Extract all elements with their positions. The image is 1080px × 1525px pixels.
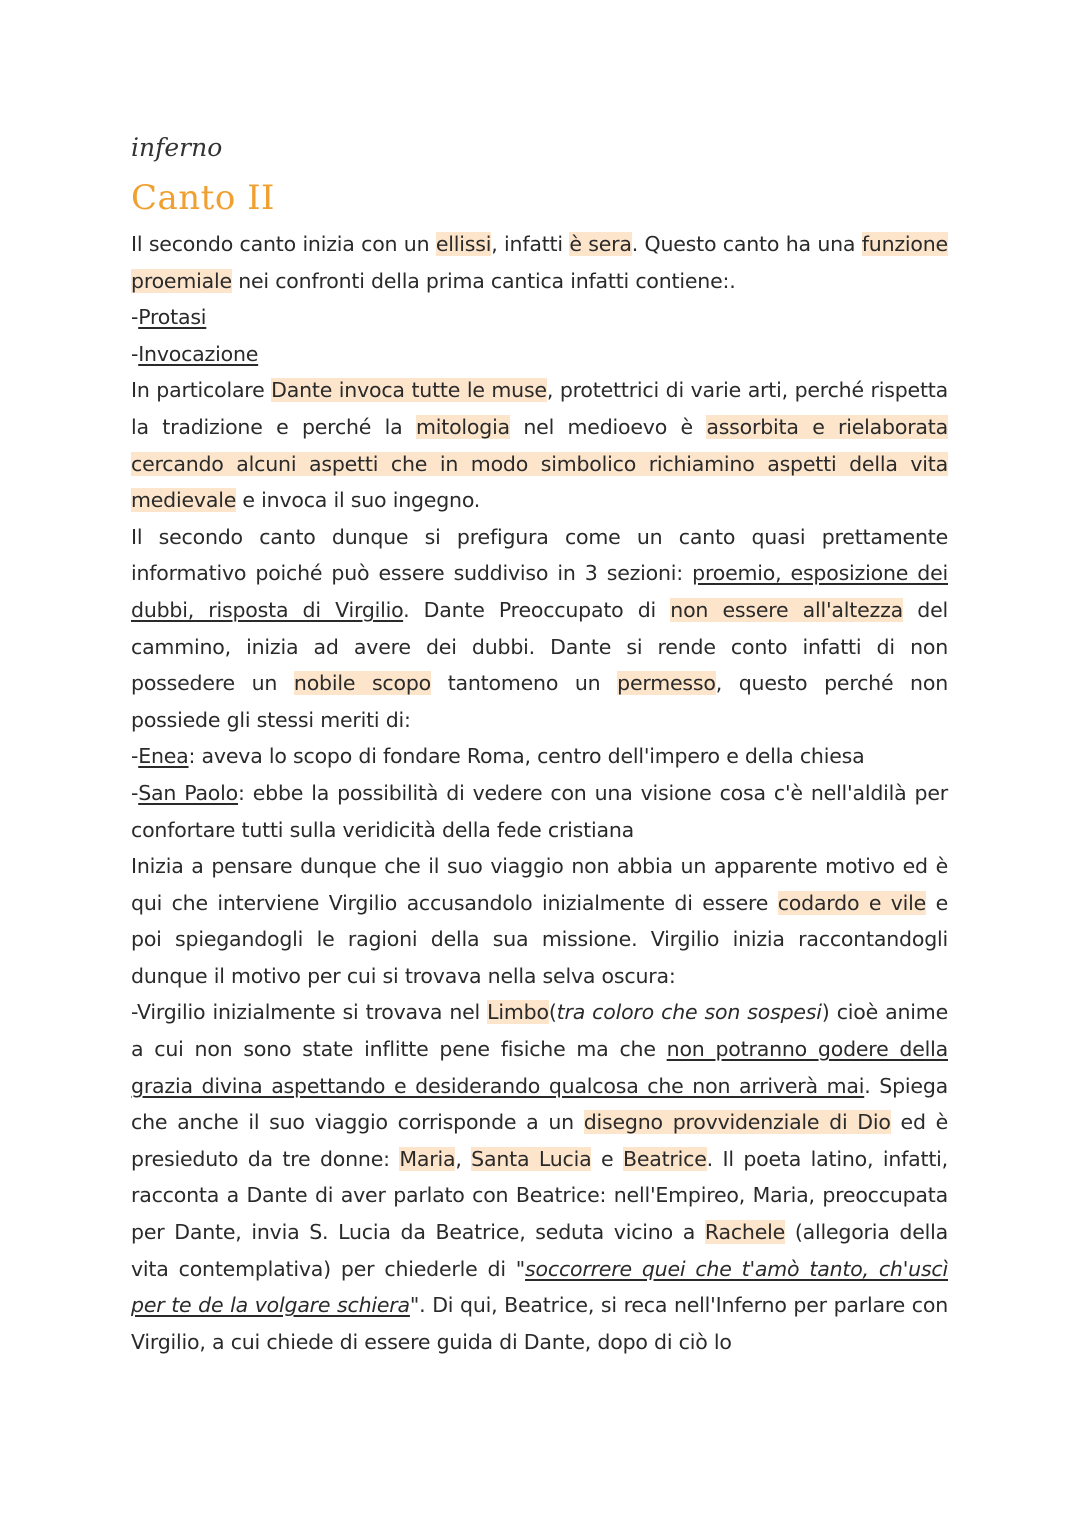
text-run: - — [131, 341, 139, 366]
highlighted-text: non essere all'altezza — [670, 597, 904, 622]
highlighted-text: disegno provvidenziale di Dio — [583, 1110, 891, 1135]
paragraph — [131, 519, 948, 739]
text-run: -Virgilio inizialmente si trovava nel — [131, 1000, 488, 1025]
highlighted-text: Santa Lucia — [471, 1146, 592, 1171]
text-run: e — [591, 1146, 623, 1171]
text-run: tantomeno un — [431, 671, 618, 696]
text-run: - — [131, 780, 139, 805]
emphasized-text: soccorrere quei che t'amò tanto, ch'uscì per te de la volgare schiera — [131, 1256, 948, 1318]
text-run: ( — [548, 1000, 557, 1025]
text-run: : ebbe la possibilità di vedere con una visione cosa c'è nell'aldilà per confortare tutti sulla veridicità della fede cristiana — [131, 780, 948, 842]
text-run: ". Di qui, Beatrice, si reca nell'Inferno per parlare con Virgilio, a cui chiede di essere guida di Dante, dopo di ciò lo — [131, 1293, 948, 1354]
highlighted-text: Rachele — [704, 1220, 786, 1245]
text-run: , infatti — [491, 232, 570, 256]
document-page — [131, 128, 948, 1360]
text-run: . Questo canto ha una — [631, 232, 862, 256]
text-run: , questo perché non possiede gli stessi meriti di: — [131, 671, 948, 732]
paragraph — [131, 738, 948, 775]
text-run: : aveva lo scopo di fondare Roma, centro dell'impero e della chiesa — [188, 744, 865, 769]
paragraph — [131, 372, 948, 518]
paragraph — [131, 848, 948, 994]
text-run: - — [131, 305, 139, 330]
text-run: (allegoria della vita contemplativa) per chiederle di " — [131, 1220, 949, 1281]
document-body — [131, 226, 948, 1360]
text-run: ed è presieduto da tre donne: — [131, 1110, 948, 1171]
emphasized-text: San Paolo — [138, 780, 238, 805]
highlighted-text: permesso — [617, 671, 716, 696]
highlighted-text: mitologia — [415, 414, 510, 439]
paragraph — [131, 775, 948, 848]
emphasized-text: non potranno godere della grazia divina aspettando e desiderando qualcosa che non arriverà mai — [131, 1037, 948, 1098]
text-run: e invoca il suo ingegno. — [236, 488, 481, 513]
text-run: , — [455, 1146, 472, 1171]
highlighted-text: assorbita e rielaborata cercando alcuni aspetti che in modo simbolico richiamino aspetti della vita medievale — [131, 414, 948, 513]
emphasized-text: Invocazione — [138, 341, 259, 366]
emphasized-text: Enea — [138, 744, 189, 769]
highlighted-text: Beatrice — [622, 1146, 707, 1171]
text-run: In particolare — [131, 378, 272, 403]
text-run: - — [131, 744, 139, 769]
text-run: , protettrici di varie arti, perché rispetta la tradizione e perché la — [131, 378, 948, 439]
section-kicker: inferno — [131, 133, 223, 162]
highlighted-text: funzione proemiale — [131, 232, 948, 293]
text-run: nei confronti della prima cantica infatti contiene:. — [231, 268, 736, 293]
text-run: Il secondo canto inizia con un — [131, 232, 436, 256]
text-run: . Il poeta latino, infatti, racconta a Dante di aver parlato con Beatrice: nell'Empireo, Maria, preoccupata per Dante, invia S. Lucia da Beatrice, seduta vicino a — [131, 1146, 948, 1245]
text-run: e poi spiegandogli le ragioni della sua missione. Virgilio inizia raccontandogli dunque il motivo per cui si trovava nella selva oscura: — [131, 890, 949, 988]
emphasized-text: tra coloro che son sospesi — [556, 1000, 822, 1025]
highlighted-text: Limbo — [487, 1000, 549, 1025]
paragraph — [131, 994, 948, 1360]
highlighted-text: ellissi — [435, 232, 492, 256]
paragraph — [131, 336, 948, 373]
text-run: nel medioevo è — [509, 414, 707, 439]
highlighted-text: è sera — [569, 232, 632, 256]
text-run: . Spiega che anche il suo viaggio corrisponde a un — [131, 1073, 948, 1135]
emphasized-text: Protasi — [138, 305, 207, 330]
text-run: Inizia a pensare dunque che il suo viaggio non abbia un apparente motivo ed è qui che interviene Virgilio accusandolo inizialmente di essere — [131, 854, 948, 915]
highlighted-text: Dante invoca tutte le muse — [271, 378, 547, 403]
paragraph — [131, 299, 948, 336]
text-run: . Dante Preoccupato di — [403, 597, 671, 622]
highlighted-text: nobile scopo — [293, 671, 431, 696]
text-run: Il secondo canto dunque si prefigura come un canto quasi prettamente informativo poiché può essere suddiviso in 3 sezioni: — [131, 524, 948, 586]
highlighted-text: Maria — [399, 1146, 456, 1171]
page-title: Canto II — [131, 178, 275, 218]
text-run: del cammino, inizia ad avere dei dubbi. Dante si rende conto infatti di non possedere un — [131, 597, 948, 696]
emphasized-text: proemio, esposizione dei dubbi, risposta di Virgilio — [131, 561, 948, 622]
paragraph — [131, 226, 948, 299]
text-run: ) cioè anime a cui non sono state inflitte pene fisiche ma che — [131, 1000, 948, 1062]
highlighted-text: codardo e vile — [777, 890, 927, 915]
